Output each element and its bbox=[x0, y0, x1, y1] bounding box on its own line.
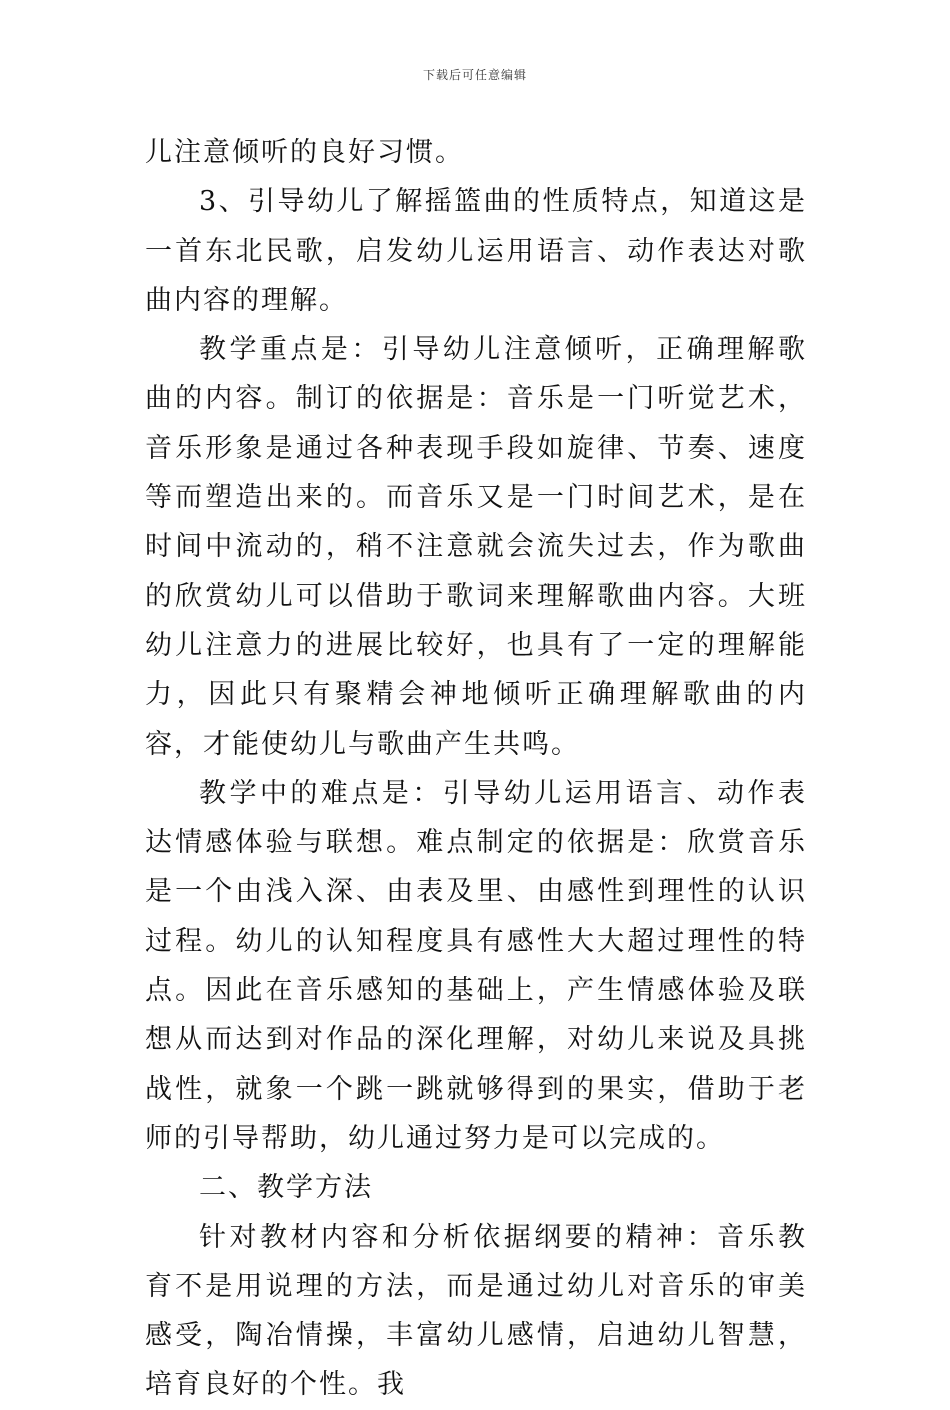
header-note: 下载后可任意编辑 bbox=[422, 68, 527, 82]
paragraph-method: 针对教材内容和分析依据纲要的精神：音乐教育不是用说理的方法，而是通过幼儿对音乐的审美感受，陶冶情操，丰富幼儿感情，启迪幼儿智慧，培育良好的个性。我 bbox=[145, 1221, 807, 1401]
paragraph-objective-3: 3、引导幼儿了解摇篮曲的性质特点，知道这是一首东北民歌，启发幼儿运用语言、动作表达对歌曲内容的理解。 bbox=[145, 186, 807, 316]
paragraph-difficulty: 教学中的难点是：引导幼儿运用语言、动作表达情感体验与联想。难点制定的依据是：欣赏音乐是一个由浅入深、由表及里、由感性到理性的认识过程。幼儿的认知程度具有感性大大超过理性的特点。因此在音乐感知的基础上，产生情感体验及联想从而达到对作品的深化理解，对幼儿来说及具挑战性，就象一个跳一跳就够得到的果实，借助于老师的引导帮助，幼儿通过努力是可以完成的。 bbox=[145, 777, 807, 1154]
paragraph-key-point: 教学重点是：引导幼儿注意倾听，正确理解歌曲的内容。制订的依据是：音乐是一门听觉艺术，音乐形象是通过各种表现手段如旋律、节奏、速度等而塑造出来的。而音乐又是一门时间艺术，是在时间中流动的，稍不注意就会流失过去，作为歌曲的欣赏幼儿可以借助于歌词来理解歌曲内容。大班幼儿注意力的进展比较好，也具有了一定的理解能力，因此只有聚精会神地倾听正确理解歌曲的内容，才能使幼儿与歌曲产生共鸣。 bbox=[145, 334, 807, 760]
paragraph-continuation: 儿注意倾听的良好习惯。 bbox=[145, 137, 464, 168]
section-heading-teaching-method: 二、教学方法 bbox=[199, 1172, 373, 1204]
document-body bbox=[145, 128, 807, 1410]
